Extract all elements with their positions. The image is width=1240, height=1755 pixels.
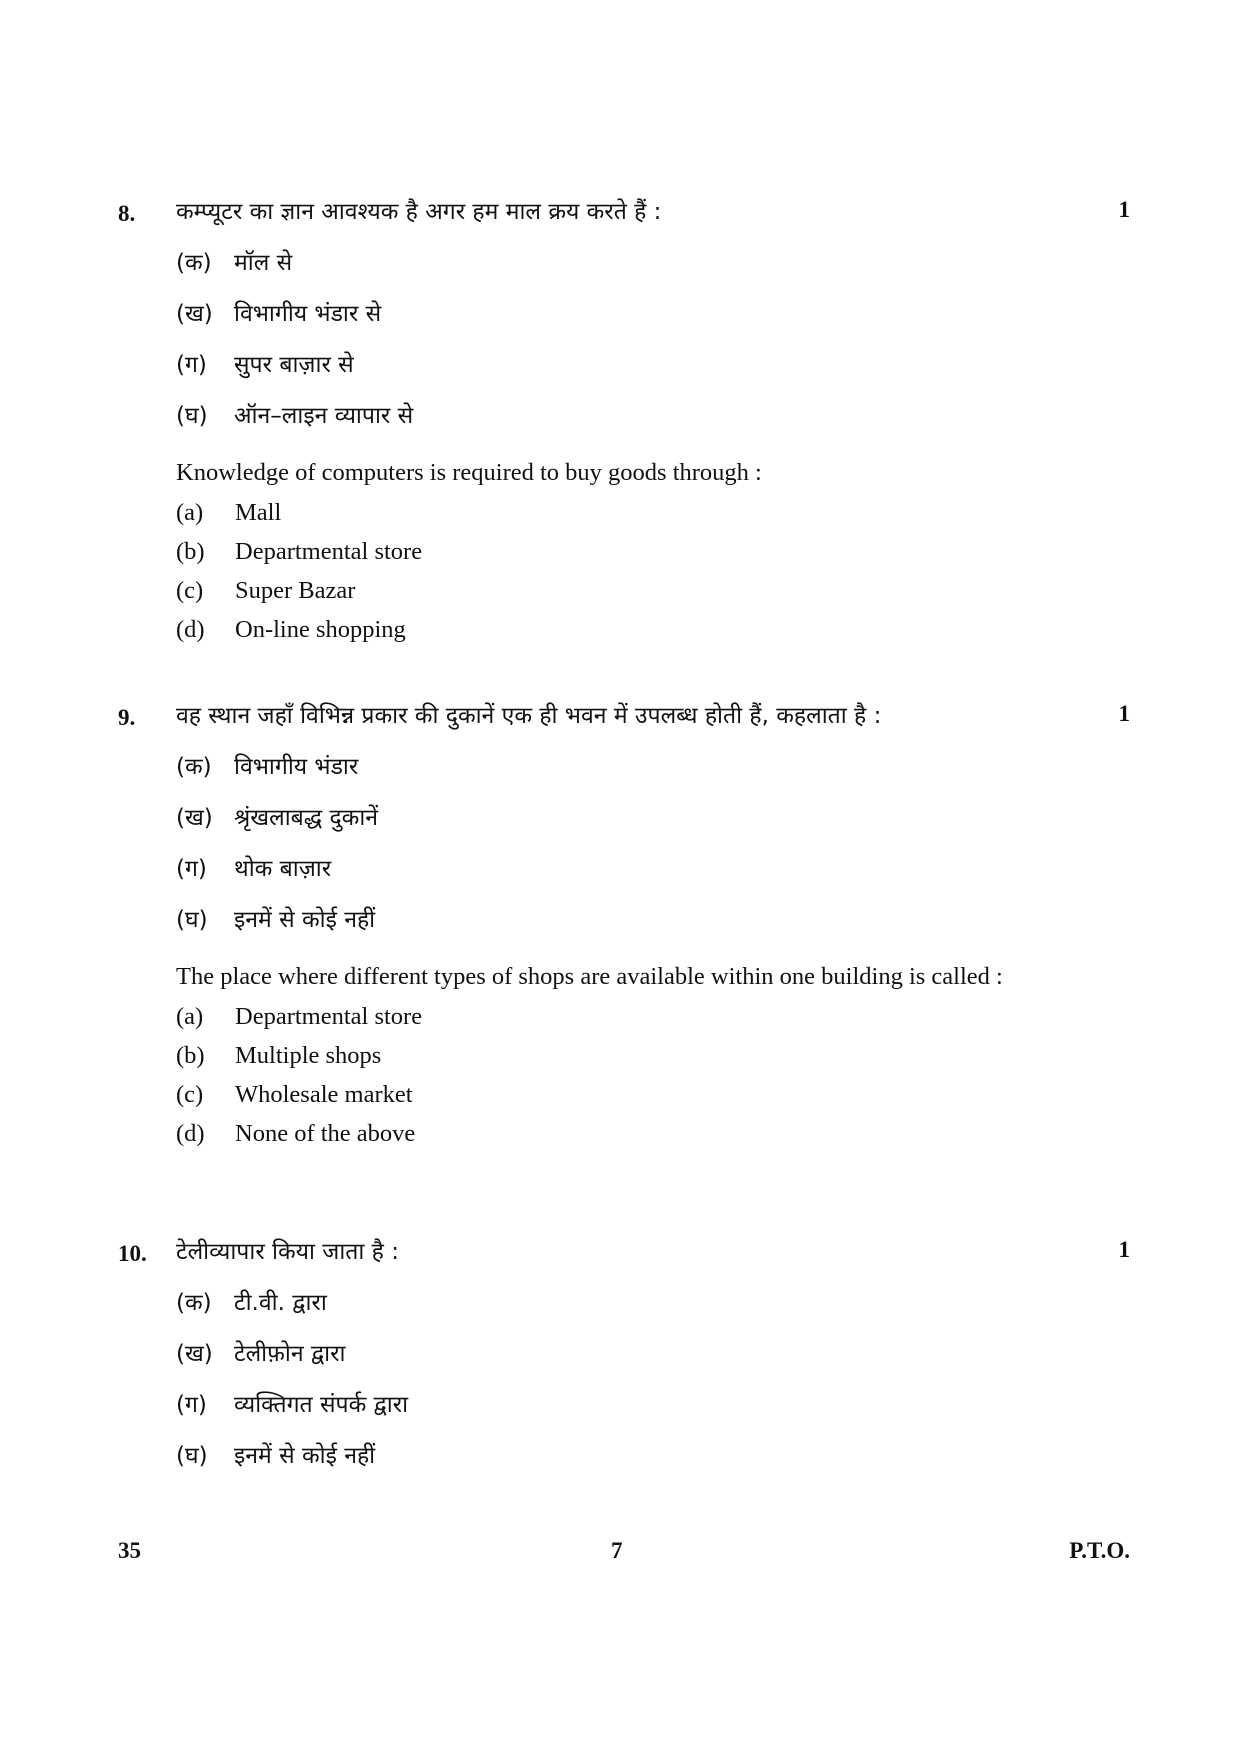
hindi-question-text: टेलीव्यापार किया जाता है : <box>176 1239 399 1265</box>
option-text: ऑन–लाइन व्यापार से <box>234 403 414 429</box>
option-text: Wholesale market <box>235 1081 413 1108</box>
hindi-option <box>176 803 1056 833</box>
hindi-option <box>176 248 1056 278</box>
hindi-option <box>176 752 1056 782</box>
option-text: व्यक्तिगत संपर्क द्वारा <box>234 1392 409 1418</box>
question-number: 10. <box>118 1241 147 1266</box>
hindi-option <box>176 1441 1056 1471</box>
option-text: Departmental store <box>235 1003 423 1030</box>
option-label: (b) <box>176 1042 205 1069</box>
question-marks: 1 <box>1118 1237 1130 1262</box>
option-label: (c) <box>176 1081 204 1108</box>
option-text: विभागीय भंडार <box>234 754 359 780</box>
english-option <box>176 496 1056 530</box>
option-text: Multiple shops <box>235 1042 382 1069</box>
english-option <box>176 535 1056 569</box>
option-label: (क) <box>176 250 212 276</box>
option-label: (d) <box>176 1120 205 1147</box>
option-label: (a) <box>176 499 204 526</box>
option-label: (c) <box>176 577 204 604</box>
question-paper-code: 35 <box>118 1538 141 1563</box>
question-marks: 1 <box>1118 197 1130 222</box>
question-number: 9. <box>118 705 136 730</box>
option-label: (ख) <box>176 805 213 831</box>
hindi-option <box>176 1339 1056 1369</box>
option-text: थोक बाज़ार <box>234 856 332 882</box>
question-number: 8. <box>118 201 136 226</box>
english-option <box>176 1000 1056 1034</box>
option-text: Departmental store <box>235 538 423 565</box>
option-label: (ग) <box>176 1392 207 1418</box>
question-marks: 1 <box>1118 701 1130 726</box>
option-label: (घ) <box>176 1443 208 1469</box>
question-10 <box>118 1237 1130 1471</box>
please-turn-over: P.T.O. <box>1069 1538 1130 1563</box>
option-label: (ग) <box>176 352 207 378</box>
english-option <box>176 574 1056 608</box>
english-question-text: Knowledge of computers is required to buy goods through : <box>176 459 762 486</box>
option-label: (घ) <box>176 403 208 429</box>
option-label: (क) <box>176 754 212 780</box>
option-text: मॉल से <box>234 250 293 276</box>
option-label: (घ) <box>176 907 208 933</box>
english-option <box>176 1078 1056 1112</box>
option-text: Mall <box>235 499 282 526</box>
hindi-question-text: कम्प्यूटर का ज्ञान आवश्यक है अगर हम माल क्रय करते हैं : <box>176 199 662 225</box>
page-number: 7 <box>611 1538 623 1563</box>
option-label: (ख) <box>176 1341 213 1367</box>
hindi-option <box>176 299 1056 329</box>
hindi-option <box>176 350 1056 380</box>
option-text: None of the above <box>235 1120 416 1147</box>
english-option <box>176 1039 1056 1073</box>
option-label: (a) <box>176 1003 204 1030</box>
hindi-option <box>176 905 1056 935</box>
option-label: (ग) <box>176 856 207 882</box>
option-label: (b) <box>176 538 205 565</box>
option-text: इनमें से कोई नहीं <box>234 1443 376 1469</box>
hindi-option <box>176 1288 1056 1318</box>
option-text: Super Bazar <box>235 577 356 604</box>
option-text: विभागीय भंडार से <box>234 301 382 327</box>
option-text: टी.वी. द्वारा <box>234 1290 327 1316</box>
question-body <box>176 1237 1056 1471</box>
hindi-question-text: वह स्थान जहाँ विभिन्न प्रकार की दुकानें एक ही भवन में उपलब्ध होती हैं, कहलाता है : <box>176 703 882 729</box>
question-8 <box>118 197 1130 647</box>
option-text: टेलीफ़ोन द्वारा <box>234 1341 346 1367</box>
option-text: On-line shopping <box>235 616 406 643</box>
hindi-option <box>176 854 1056 884</box>
question-body <box>176 197 1056 647</box>
option-label: (ख) <box>176 301 213 327</box>
english-question-text: The place where different types of shops are available within one building is called : <box>176 963 1003 990</box>
hindi-option <box>176 1390 1056 1420</box>
question-9 <box>118 701 1130 1151</box>
question-body <box>176 701 1056 1151</box>
option-text: सुपर बाज़ार से <box>234 352 354 378</box>
option-label: (d) <box>176 616 205 643</box>
english-option <box>176 1117 1056 1151</box>
english-option <box>176 613 1056 647</box>
hindi-option <box>176 401 1056 431</box>
option-text: इनमें से कोई नहीं <box>234 907 376 933</box>
option-text: श्रृंखलाबद्ध दुकानें <box>234 805 379 831</box>
option-label: (क) <box>176 1290 212 1316</box>
